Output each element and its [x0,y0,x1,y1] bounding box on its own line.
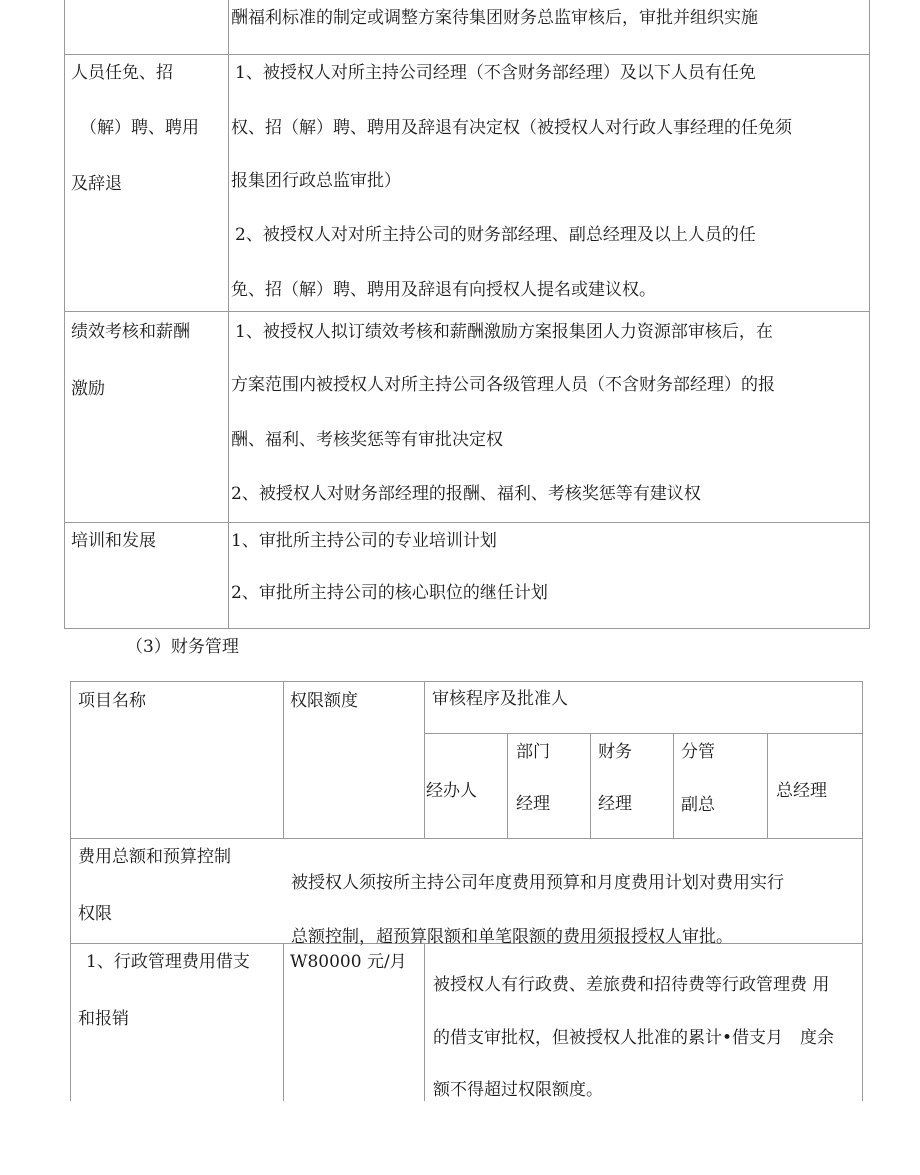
table-rule [590,733,591,838]
table-cell-text: 2、审批所主持公司的核心职位的继任计划 [231,583,548,603]
table-rule [767,733,768,838]
table-cell-text: 权、招（解）聘、聘用及辞退有决定权（被授权人对行政人事经理的任免须 [231,118,792,138]
table-rule [70,838,863,839]
header-vice-president: 分管 [681,742,715,762]
section-heading: （3）财务管理 [126,637,239,657]
table-rule [64,0,65,628]
header-dept-manager: 部门 [516,742,550,762]
limit-amount: W80000 元/月 [290,952,407,972]
table-cell-text: 免、招（解）聘、聘用及辞退有向授权人提名或建议权。 [231,280,656,300]
table-cell-text: 额不得超过权限额度。 [433,1080,603,1100]
header-approval-process: 审核程序及批准人 [432,689,568,709]
table-cell-text: 的借支审批权，但被授权人批准的累计•借支月 度余 [433,1028,835,1048]
table-cell-text: 被授权人须按所主持公司年度费用预算和月度费用计划对费用实行 [291,873,784,893]
row-label-admin-expense: 和报销 [78,1009,129,1029]
table-rule [64,54,870,55]
table-rule [283,681,284,838]
row-label-training: 培训和发展 [71,531,156,551]
table-rule [862,681,863,1101]
table-rule [64,522,870,523]
table-cell-text: 报集团行政总监审批） [231,171,401,191]
table-cell-text: 1、被授权人对所主持公司经理（不含财务部经理）及以下人员有任免 [235,63,756,83]
table-rule [424,733,863,734]
table-rule [228,0,229,628]
header-vice-president: 副总 [681,795,715,815]
table-cell-text: 酬、福利、考核奖惩等有审批决定权 [231,430,503,450]
table-rule [869,0,870,628]
row-label-performance: 激励 [71,379,105,399]
table-rule [64,628,870,629]
table-rule [673,733,674,838]
table-cell-text: 总额控制，超预算限额和单笔限额的费用须报授权人审批。 [291,927,733,947]
table-rule [424,681,425,838]
header-item-name: 项目名称 [78,691,146,711]
table-cell-text: 1、审批所主持公司的专业培训计划 [231,531,497,551]
table-rule [70,681,863,682]
row-label-admin-expense: 1、行政管理费用借支 [86,952,250,972]
table-rule [424,943,425,1101]
table-cell-text: 2、被授权人对财务部经理的报酬、福利、考核奖惩等有建议权 [231,484,701,504]
header-dept-manager: 经理 [516,794,550,814]
header-finance-manager: 经理 [598,794,632,814]
row-label-personnel: （解）聘、聘用 [80,118,199,138]
table-cell-text: 2、被授权人对对所主持公司的财务部经理、副总经理及以上人员的任 [235,225,756,245]
table-cell-text: 1、被授权人拟订绩效考核和薪酬激励方案报集团人力资源部审核后，在 [235,322,773,342]
row-label-personnel: 人员任免、招 [71,63,173,83]
row-label-personnel: 及辞退 [71,174,122,194]
header-general-manager: 总经理 [776,781,827,801]
table-cell-text: 被授权人有行政费、差旅费和招待费等行政管理费 用 [433,975,830,995]
table-rule [507,733,508,838]
table-rule [70,681,71,1101]
header-handler: 经办人 [426,781,477,801]
row-label-budget-control: 权限 [78,904,112,924]
table-cell-text: 方案范围内被授权人对所主持公司各级管理人员（不含财务部经理）的报 [231,375,775,395]
row-label-performance: 绩效考核和薪酬 [71,322,190,342]
row-label-budget-control: 费用总额和预算控制 [78,847,231,867]
table-cell-text: 酬福利标准的制定或调整方案待集团财务总监审核后，审批并组织实施 [231,8,758,28]
table-rule [283,943,284,1101]
header-finance-manager: 财务 [598,742,632,762]
header-limit: 权限额度 [290,691,358,711]
table-rule [64,311,870,312]
